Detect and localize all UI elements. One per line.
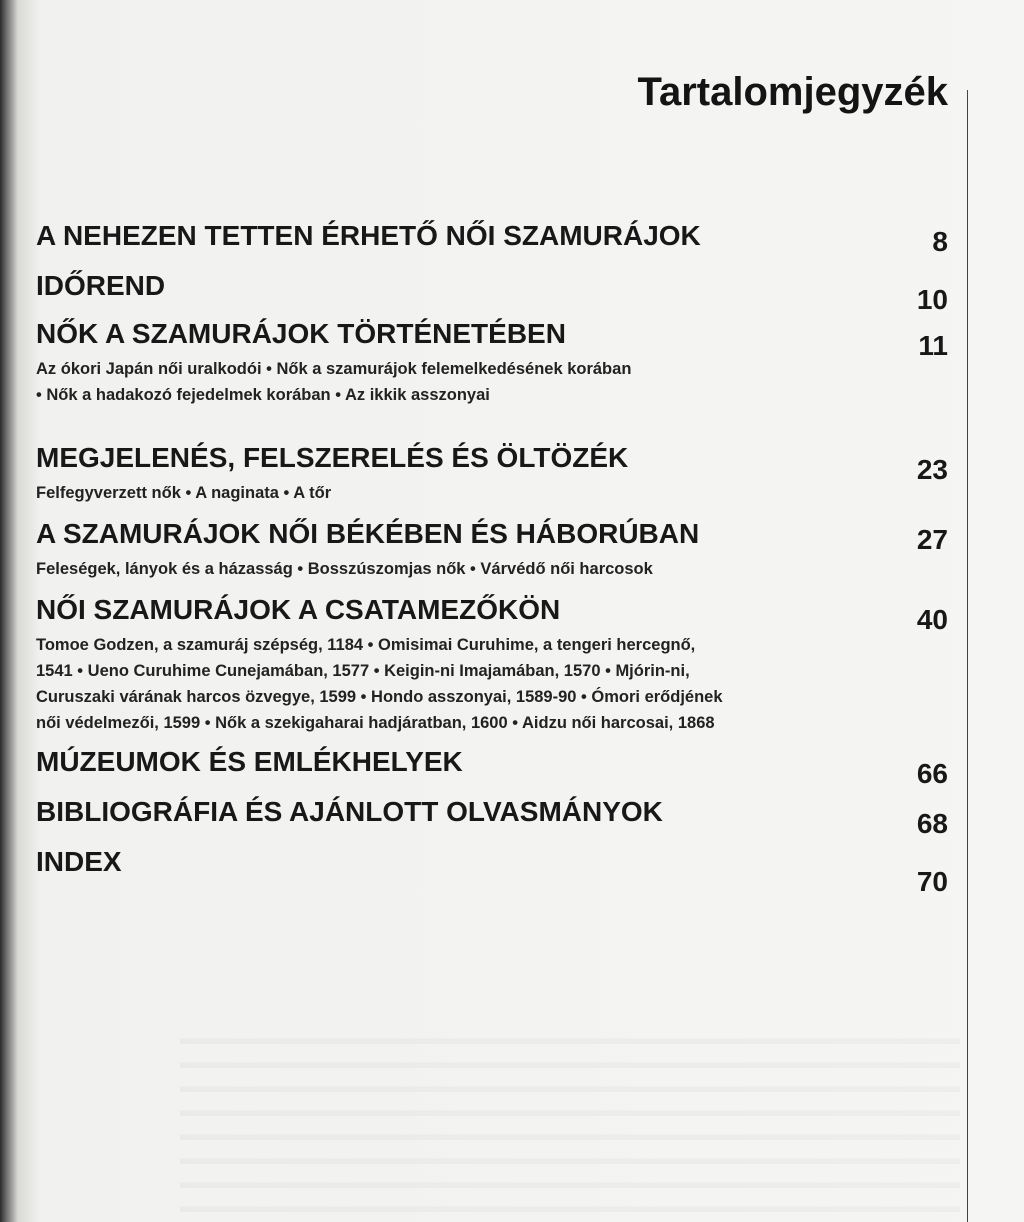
toc-entry bbox=[36, 512, 956, 588]
toc-subtopic-line: 1541 • Ueno Curuhime Cunejamában, 1577 • Keigin-ni Imajamában, 1570 • Mjórin-ni, bbox=[36, 662, 690, 680]
toc-entry-page: 70 bbox=[916, 866, 948, 897]
toc-subtopic-line: Tomoe Godzen, a szamuráj szépség, 1184 • Omisimai Curuhime, a tengeri hercegnő, bbox=[36, 636, 696, 654]
toc-entry-page: 10 bbox=[916, 284, 948, 315]
toc-entry-page: 11 bbox=[918, 330, 948, 361]
toc-entry bbox=[36, 312, 956, 436]
toc-entry bbox=[36, 790, 956, 840]
toc-entry-title: A NEHEZEN TETTEN ÉRHETŐ NŐI SZAMURÁJOK bbox=[36, 220, 701, 251]
toc-entry-title: BIBLIOGRÁFIA ÉS AJÁNLOTT OLVASMÁNYOK bbox=[36, 796, 663, 827]
toc-entry bbox=[36, 214, 956, 264]
toc-entry-title: INDEX bbox=[36, 846, 122, 877]
page-title: Tartalomjegyzék bbox=[637, 70, 948, 114]
toc-entry-subtopics bbox=[36, 632, 956, 736]
toc-subtopic-line: Felfegyverzett nők • A naginata • A tőr bbox=[36, 484, 332, 502]
toc-entry-page: 40 bbox=[916, 604, 948, 635]
table-of-contents bbox=[36, 214, 956, 897]
toc-subtopic-line: Feleségek, lányok és a házasság • Bosszúszomjas nők • Várvédő női harcosok bbox=[36, 560, 653, 578]
bleed-through-texture bbox=[180, 1020, 960, 1220]
toc-entry-subtopics bbox=[36, 556, 956, 582]
toc-entry bbox=[36, 436, 956, 512]
toc-entry bbox=[36, 740, 956, 790]
toc-entry-title: IDŐREND bbox=[36, 270, 166, 301]
toc-entry-page: 23 bbox=[916, 454, 948, 485]
toc-entry-title: NŐI SZAMURÁJOK A CSATAMEZŐKÖN bbox=[36, 594, 561, 625]
page-edge-rule bbox=[967, 90, 968, 1222]
toc-entry-page: 8 bbox=[932, 226, 948, 257]
toc-entry-subtopics bbox=[36, 356, 956, 408]
toc-entry-subtopics bbox=[36, 480, 956, 506]
toc-entry bbox=[36, 840, 956, 897]
toc-entry-page: 27 bbox=[916, 524, 948, 555]
toc-entry-title: NŐK A SZAMURÁJOK TÖRTÉNETÉBEN bbox=[36, 318, 566, 349]
toc-subtopic-line: női védelmezői, 1599 • Nők a szekigaharai hadjáratban, 1600 • Aidzu női harcosai, 1868 bbox=[36, 714, 715, 732]
toc-subtopic-line: Az ókori Japán női uralkodói • Nők a szamurájok felemelkedésének korában bbox=[36, 360, 632, 378]
toc-entry bbox=[36, 588, 956, 740]
toc-entry-title: A SZAMURÁJOK NŐI BÉKÉBEN ÉS HÁBORÚBAN bbox=[36, 518, 700, 549]
toc-entry-title: MÚZEUMOK ÉS EMLÉKHELYEK bbox=[36, 746, 463, 777]
toc-entry-page: 66 bbox=[916, 758, 948, 789]
toc-entry bbox=[36, 264, 956, 315]
toc-entry-page: 68 bbox=[916, 808, 948, 839]
toc-entry-title: MEGJELENÉS, FELSZERELÉS ÉS ÖLTÖZÉK bbox=[36, 442, 629, 473]
toc-subtopic-line: • Nők a hadakozó fejedelmek korában • Az ikkik asszonyai bbox=[36, 386, 490, 404]
toc-subtopic-line: Curuszaki várának harcos özvegye, 1599 • Hondo asszonyai, 1589-90 • Ómori erődjének bbox=[36, 688, 723, 706]
